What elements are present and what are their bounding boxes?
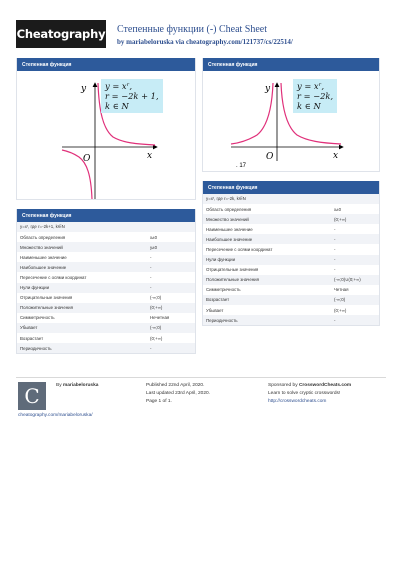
updated-date: Last updated 23rd April, 2020.	[146, 390, 211, 396]
right-table-box-heading: Степенная функция	[203, 181, 379, 194]
table-row: Убывает (0;+∞)	[203, 305, 379, 315]
table-row: Наибольшее значение -	[203, 234, 379, 244]
sponsor-block	[268, 382, 351, 405]
even-power-graph	[203, 71, 381, 171]
table-row: Пересечение с осями координат -	[17, 272, 195, 282]
table-row: Возрастает (-∞;0)	[203, 295, 379, 305]
sponsor-text: Learn to solve cryptic crosswords!	[268, 390, 341, 396]
axis-x-label: x	[147, 151, 153, 161]
table-row: Убывает (-∞;0)	[17, 323, 195, 333]
table-row: Нули функции -	[203, 255, 379, 265]
table-row: Отрицательные значения -	[203, 265, 379, 275]
table-row: Симметричность Четная	[203, 285, 379, 295]
origin-label: O	[83, 154, 91, 164]
right-formula	[293, 79, 337, 113]
left-properties-table	[17, 222, 195, 353]
formula-line: k ∈ N	[297, 101, 321, 111]
table-row: Множество значений (0;+∞)	[203, 214, 379, 224]
left-table-box	[16, 209, 196, 354]
page-header	[0, 0, 400, 58]
published-date: Published 22nd April, 2020.	[146, 383, 205, 388]
page-footer	[16, 377, 386, 427]
origin-label: O	[266, 152, 274, 162]
by-label: By	[56, 383, 62, 388]
right-graph-area	[203, 71, 379, 171]
page-subtitle[interactable]: by mariabeloruska via cheatography.com/121737/cs/22514/	[117, 38, 293, 46]
right-image-box-heading: Степенная функция	[203, 58, 379, 71]
formula-line: k ∈ N	[105, 101, 129, 111]
left-image-box	[16, 58, 196, 200]
table-caption: y=xʳ, где r=-2k+1, k∈N	[17, 222, 195, 232]
left-image-box-heading: Степенная функция	[17, 58, 195, 71]
table-row: Отрицательные значения (-∞;0)	[17, 293, 195, 303]
table-row: Возрастает (0;+∞)	[17, 333, 195, 343]
author-link[interactable]: cheatography.com/mariabeloruska/	[18, 413, 93, 418]
table-row: Симметричность Нечетная	[17, 313, 195, 323]
author-block	[56, 382, 98, 390]
right-table-box	[202, 181, 380, 326]
left-column	[16, 58, 196, 354]
table-row: Область определения x≠0	[17, 232, 195, 242]
right-image-box	[202, 58, 380, 172]
formula-line: r = −2k,	[297, 91, 334, 101]
table-row: Наибольшее значение -	[17, 262, 195, 272]
page-count: Page 1 of 1.	[146, 398, 172, 404]
page-title: Степенные функции (-) Cheat Sheet	[117, 24, 268, 35]
table-row: Множество значений y≠0	[17, 242, 195, 252]
right-properties-table	[203, 194, 379, 325]
table-row: Нули функции -	[17, 283, 195, 293]
table-row: Пересечение с осями координат -	[203, 244, 379, 254]
formula-line: y = xʳ,	[105, 81, 133, 91]
left-table-box-heading: Степенная функция	[17, 209, 195, 222]
author-avatar[interactable]: C	[18, 382, 46, 410]
sponsor-prefix: Sponsored by	[268, 383, 298, 388]
author-name[interactable]: mariabeloruska	[62, 383, 99, 388]
table-row: Наименьшее значение -	[203, 224, 379, 234]
formula-line: r = −2k + 1,	[105, 91, 159, 101]
axis-y-label: y	[81, 84, 87, 94]
table-caption: y=xʳ, где r=-2k, k∈N	[203, 194, 379, 204]
page-marker: . 17	[236, 163, 247, 169]
right-column	[202, 58, 380, 326]
axis-x-label: x	[333, 151, 339, 161]
left-graph-area	[17, 71, 195, 199]
sponsor-name[interactable]: CrosswordCheats.com	[298, 383, 352, 388]
axis-y-label: y	[265, 84, 271, 94]
table-row: Положительные значения (-∞;0)∪(0;+∞)	[203, 275, 379, 285]
table-row: Область определения x≠0	[203, 204, 379, 214]
left-formula	[101, 79, 163, 113]
formula-line: y = xʳ,	[297, 81, 325, 91]
table-row: Периодичность -	[203, 315, 379, 325]
sponsor-link[interactable]: http://crosswordcheats.com	[268, 398, 327, 404]
table-row: Наименьшее значение -	[17, 252, 195, 262]
table-row: Положительные значения (0;+∞)	[17, 303, 195, 313]
cheatography-logo[interactable]: Cheatography	[16, 20, 106, 48]
table-row: Периодичность -	[17, 343, 195, 353]
publish-info	[146, 382, 210, 405]
